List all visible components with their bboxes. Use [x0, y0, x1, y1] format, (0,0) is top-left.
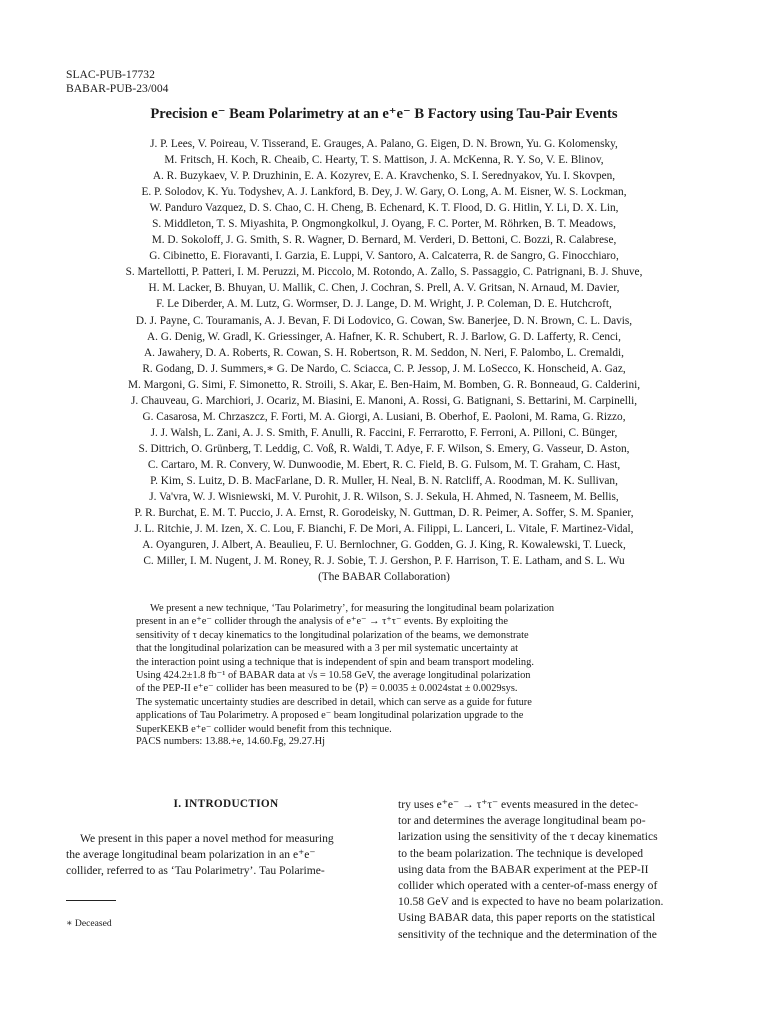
right-column	[398, 797, 708, 943]
body-line: the average longitudinal beam polarization in an e⁺e⁻	[66, 848, 316, 862]
body-line: sensitivity of the technique and the determination of the	[398, 927, 657, 941]
section-heading: I. INTRODUCTION	[173, 798, 279, 810]
body-line: 10.58 GeV and is expected to have no beam polarization.	[398, 895, 664, 909]
author-line: J. L. Ritchie, J. M. Izen, X. C. Lou, F. Bianchi, F. De Mori, A. Filippi, L. Lanceri, L. Vitale, F. Martinez-Vidal,	[134, 523, 634, 536]
pacs-numbers: PACS numbers: 13.88.+e, 14.60.Fg, 29.27.Hj	[136, 736, 326, 747]
author-line: A. Jawahery, D. A. Roberts, R. Cowan, S. H. Robertson, R. M. Seddon, N. Neri, F. Palombo, L. Cremaldi,	[143, 346, 625, 359]
abstract	[136, 602, 636, 736]
report-id-babar: BABAR-PUB-23/004	[66, 82, 169, 95]
author-line: J. Chauveau, G. Marchiori, J. Ocariz, M. Biasini, E. Manoni, A. Rossi, G. Batignani, S. Bettarini, M. Carpinelli,	[130, 394, 638, 407]
author-line: J. Va'vra, W. J. Wisniewski, M. V. Purohit, J. R. Wilson, S. J. Sekula, H. Ahmed, N. Tasneem, M. Bellis,	[149, 491, 619, 504]
author-line: P. R. Burchat, E. M. T. Puccio, J. A. Ernst, R. Gorodeisky, N. Guttman, D. R. Peimer, A. Soffer, S. M. Spanier,	[134, 507, 634, 520]
author-line: M. Fritsch, H. Koch, R. Cheaib, C. Hearty, T. S. Mattison, J. A. McKenna, R. Y. So, V. E. Blinov,	[164, 154, 604, 167]
author-line: M. D. Sokoloff, J. G. Smith, S. R. Wagner, D. Bernard, M. Verderi, D. Bettoni, C. Bozzi, R. Calabrese,	[151, 234, 617, 247]
body-line: Using BABAR data, this paper reports on the statistical	[398, 911, 656, 925]
author-line: A. Oyanguren, J. Albert, A. Beaulieu, F. U. Bernlochner, G. Godden, G. J. King, R. Kowalewski, T. Lueck,	[142, 539, 626, 552]
left-column	[66, 798, 386, 880]
author-line: S. Martellotti, P. Patteri, I. M. Peruzzi, M. Piccolo, M. Rotondo, A. Zallo, S. Passaggio, C. Patrignani, B. J. Shuve,	[125, 266, 643, 279]
body-line: collider which operated with a center-of-mass energy of	[398, 879, 658, 893]
author-line: M. Margoni, G. Simi, F. Simonetto, R. Stroili, S. Akar, E. Ben-Haim, M. Bomben, G. R. Bonneaud, G. Calderini,	[127, 378, 641, 391]
abstract-line: We present a new technique, ‘Tau Polarimetry’, for measuring the longitudinal beam polarization	[150, 603, 555, 614]
author-line: A. G. Denig, W. Gradl, K. Griessinger, A. Hafner, K. R. Schubert, R. J. Barlow, G. D. Lafferty, R. Cenci,	[146, 330, 621, 343]
body-line: collider, referred to as ‘Tau Polarimetry’. Tau Polarime-	[66, 864, 325, 878]
abstract-line: present in an e⁺e⁻ collider through the analysis of e⁺e⁻ → τ⁺τ⁻ events. By exploiting the	[136, 616, 508, 628]
body-line: using data from the BABAR experiment at the PEP-II	[398, 862, 649, 876]
author-line: S. Middleton, T. S. Miyashita, P. Ongmongkolkul, J. Oyang, F. C. Porter, M. Röhrken, B. T. Meadows,	[152, 218, 616, 231]
report-numbers	[66, 68, 168, 96]
body-line: try uses e⁺e⁻ → τ⁺τ⁻ events measured in the detec-	[398, 798, 639, 811]
report-id-slac: SLAC-PUB-17732	[66, 68, 155, 81]
author-line: F. Le Diberder, A. M. Lutz, G. Wormser, D. J. Lange, D. M. Wright, J. P. Coleman, D. E. Hutchcroft,	[156, 298, 612, 311]
author-line: G. Cibinetto, E. Fioravanti, I. Garzia, E. Luppi, V. Santoro, A. Calcaterra, R. de Sangro, G. Finocchiaro,	[149, 250, 619, 263]
author-line: E. P. Solodov, K. Yu. Todyshev, A. J. Lankford, B. Dey, J. W. Gary, O. Long, A. M. Eisner, W. S. Lockman,	[141, 186, 627, 199]
intro-paragraph	[66, 831, 386, 880]
body-line: We present in this paper a novel method for measuring	[80, 832, 334, 845]
abstract-line: sensitivity of τ decay kinematics to the longitudinal polarization of the beams, we demonstrate	[136, 629, 529, 641]
author-list	[50, 136, 718, 585]
author-line: J. P. Lees, V. Poireau, V. Tisserand, E. Grauges, A. Palano, G. Eigen, D. N. Brown, Yu. G. Kolomensky,	[150, 138, 618, 150]
collaboration-name: (The BABAR Collaboration)	[318, 571, 450, 584]
abstract-line: SuperKEKB e⁺e⁻ collider would benefit from this technique.	[136, 723, 392, 735]
author-line: C. Cartaro, M. R. Convery, W. Dunwoodie, M. Ebert, R. C. Field, B. G. Fulsom, M. T. Graham, C. Hast,	[147, 458, 621, 471]
body-line: to the beam polarization. The technique is developed	[398, 846, 644, 860]
author-line: D. J. Payne, C. Touramanis, A. J. Bevan, F. Di Lodovico, G. Cowan, Sw. Banerjee, D. N. Brown, C. L. Davis,	[135, 314, 633, 327]
author-line: W. Panduro Vazquez, D. S. Chao, C. H. Cheng, B. Echenard, K. T. Flood, D. G. Hitlin, Y. Li, D. X. Lin,	[149, 202, 619, 215]
author-line: H. M. Lacker, B. Bhuyan, U. Mallik, C. Chen, J. Cochran, S. Prell, A. V. Gritsan, N. Arnaud, M. Davier,	[148, 282, 620, 295]
author-line: G. Casarosa, M. Chrzaszcz, F. Forti, M. A. Giorgi, A. Lusiani, B. Oberhof, E. Paoloni, M. Rama, G. Rizzo,	[142, 410, 626, 423]
footnote-rule	[66, 900, 116, 901]
author-line: P. Kim, S. Luitz, D. B. MacFarlane, D. R. Muller, H. Neal, B. N. Ratcliff, A. Roodman, M. K. Sullivan,	[150, 474, 618, 487]
body-line: larization using the sensitivity of the τ decay kinematics	[398, 830, 658, 844]
abstract-line: The systematic uncertainty studies are described in detail, which can serve as a guide for future	[136, 696, 532, 708]
abstract-line: that the longitudinal polarization can be measured with a 3 per mil systematic uncertainty at	[136, 643, 519, 655]
body-line: tor and determines the average longitudinal beam po-	[398, 814, 646, 828]
author-line: A. R. Buzykaev, V. P. Druzhinin, E. A. Kozyrev, E. A. Kravchenko, S. I. Serednyakov, Yu. I. Skovpen,	[152, 170, 616, 183]
footnote: ∗ Deceased	[66, 918, 112, 929]
author-line: C. Miller, I. M. Nugent, J. M. Roney, R. J. Sobie, T. J. Gershon, P. F. Harrison, T. E. Latham, and S. L. Wu	[143, 555, 625, 568]
abstract-line: of the PEP-II e⁺e⁻ collider has been measured to be ⟨P⟩ = 0.0035 ± 0.0024stat ± 0.0029sys.	[136, 683, 518, 695]
abstract-line: Using 424.2±1.8 fb⁻¹ of BABAR data at √s = 10.58 GeV, the average longitudinal polarization	[136, 670, 531, 682]
abstract-line: applications of Tau Polarimetry. A proposed e⁻ beam longitudinal polarization upgrade to the	[136, 710, 524, 722]
author-line: R. Godang, D. J. Summers,∗ G. De Nardo, C. Sciacca, C. P. Jessop, J. M. LoSecco, K. Honscheid, A. Gaz,	[142, 362, 626, 375]
author-line: J. J. Walsh, L. Zani, A. J. S. Smith, F. Anulli, R. Faccini, F. Ferrarotto, F. Ferroni, A. Pilloni, C. Bünger,	[150, 426, 618, 439]
paper-title: Precision e⁻ Beam Polarimetry at an e⁺e⁻ B Factory using Tau-Pair Events	[150, 106, 618, 122]
abstract-line: the interaction point using a technique that is independent of spin and beam transport modeling.	[136, 656, 534, 668]
author-line: S. Dittrich, O. Grünberg, T. Leddig, C. Voß, R. Waldi, T. Adye, F. F. Wilson, S. Emery, G. Vasseur, D. Aston,	[138, 442, 630, 455]
